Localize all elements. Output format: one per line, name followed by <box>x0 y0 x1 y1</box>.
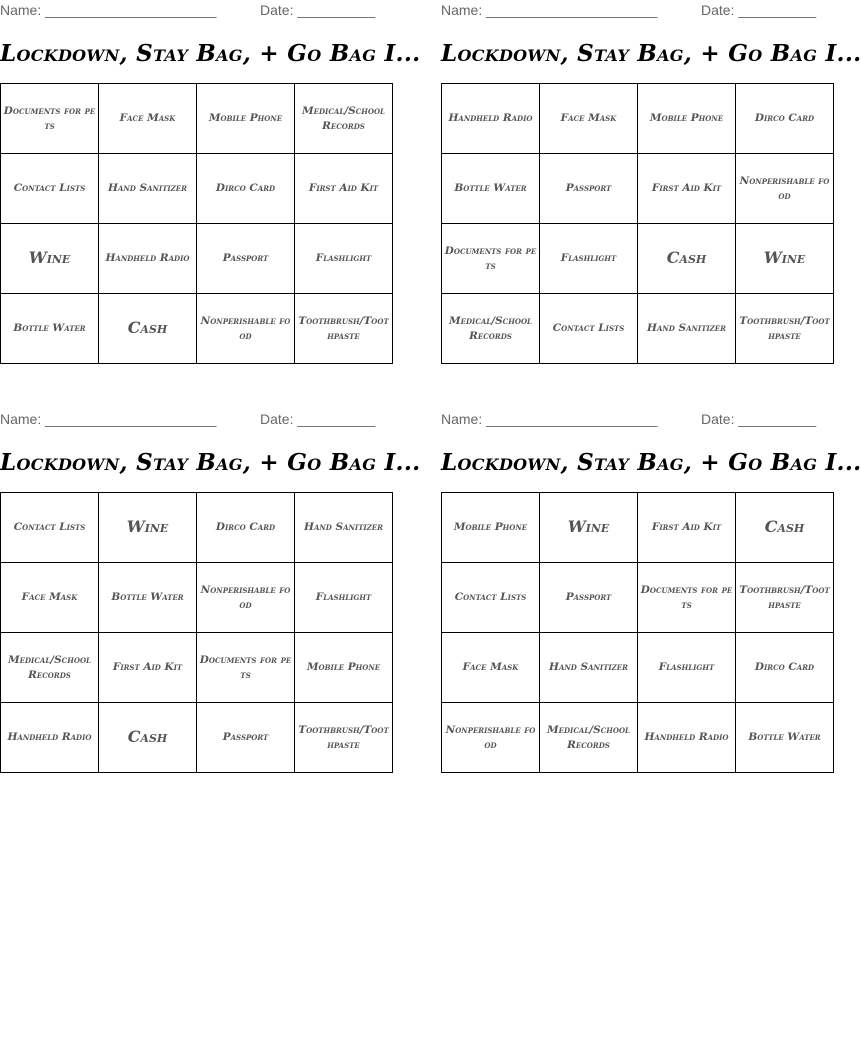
grid-cell: Documents for pets <box>197 633 295 703</box>
grid-cell: Cash <box>99 703 197 773</box>
grid-cell: Nonperishable food <box>197 563 295 633</box>
grid-cell: Contact Lists <box>442 563 540 633</box>
grid-cell: Bottle Water <box>442 154 540 224</box>
card-header <box>0 409 375 431</box>
grid-cell: Toothbrush/Toothpaste <box>736 294 834 364</box>
card-title: Lockdown, Stay Bag, + Go Bag I... <box>0 449 421 476</box>
grid-cell: Dirco Card <box>197 154 295 224</box>
grid-row <box>1 154 393 224</box>
name-field-label: Name: ______________________ <box>0 411 217 427</box>
grid-cell: Bottle Water <box>1 294 99 364</box>
card-title: Lockdown, Stay Bag, + Go Bag I... <box>441 40 861 67</box>
grid-cell: Toothbrush/Toothpaste <box>736 563 834 633</box>
grid-cell: Mobile Phone <box>638 84 736 154</box>
grid-row <box>1 84 393 154</box>
name-field-label: Name: ______________________ <box>441 2 658 18</box>
grid-cell: Mobile Phone <box>197 84 295 154</box>
grid-cell: Mobile Phone <box>442 493 540 563</box>
grid-cell: Passport <box>540 154 638 224</box>
bingo-card-1 <box>0 0 421 342</box>
grid-cell: First Aid Kit <box>295 154 393 224</box>
bingo-grid <box>441 83 834 364</box>
grid-cell: Flashlight <box>540 224 638 294</box>
grid-cell: Handheld Radio <box>99 224 197 294</box>
grid-cell: Wine <box>540 493 638 563</box>
card-header <box>441 0 816 22</box>
grid-row <box>442 703 834 773</box>
grid-cell: Face Mask <box>1 563 99 633</box>
grid-cell: Flashlight <box>295 224 393 294</box>
grid-cell: Wine <box>736 224 834 294</box>
name-field-label: Name: ______________________ <box>0 2 217 18</box>
grid-cell: Contact Lists <box>1 493 99 563</box>
grid-cell: Handheld Radio <box>442 84 540 154</box>
bingo-grid <box>441 492 834 773</box>
grid-row <box>442 154 834 224</box>
grid-cell: Cash <box>736 493 834 563</box>
grid-row <box>1 703 393 773</box>
grid-cell: Flashlight <box>638 633 736 703</box>
date-field-label: Date: __________ <box>701 2 817 18</box>
bingo-card-4 <box>441 409 861 751</box>
grid-cell: Toothbrush/Toothpaste <box>295 294 393 364</box>
grid-row <box>1 493 393 563</box>
grid-row <box>1 563 393 633</box>
card-title: Lockdown, Stay Bag, + Go Bag I... <box>441 449 861 476</box>
grid-cell: Cash <box>638 224 736 294</box>
grid-cell: Handheld Radio <box>638 703 736 773</box>
card-header <box>0 0 375 22</box>
grid-cell: Medical/School Records <box>442 294 540 364</box>
grid-cell: Documents for pets <box>1 84 99 154</box>
card-title: Lockdown, Stay Bag, + Go Bag I... <box>0 40 421 67</box>
grid-cell: Passport <box>540 563 638 633</box>
grid-cell: Medical/School Records <box>1 633 99 703</box>
grid-cell: Nonperishable food <box>736 154 834 224</box>
grid-cell: Bottle Water <box>736 703 834 773</box>
bingo-grid <box>0 83 393 364</box>
grid-cell: Nonperishable food <box>197 294 295 364</box>
grid-row <box>1 633 393 703</box>
grid-cell: Passport <box>197 703 295 773</box>
grid-cell: Nonperishable food <box>442 703 540 773</box>
grid-cell: Bottle Water <box>99 563 197 633</box>
grid-cell: Hand Sanitizer <box>638 294 736 364</box>
card-header <box>441 409 816 431</box>
date-field-label: Date: __________ <box>260 411 376 427</box>
grid-cell: Mobile Phone <box>295 633 393 703</box>
grid-cell: Wine <box>99 493 197 563</box>
grid-cell: Documents for pets <box>638 563 736 633</box>
grid-cell: Medical/School Records <box>540 703 638 773</box>
bingo-grid <box>0 492 393 773</box>
grid-row <box>442 294 834 364</box>
grid-cell: Dirco Card <box>736 633 834 703</box>
grid-cell: First Aid Kit <box>99 633 197 703</box>
grid-row <box>442 224 834 294</box>
date-field-label: Date: __________ <box>701 411 817 427</box>
grid-cell: Face Mask <box>540 84 638 154</box>
grid-cell: Passport <box>197 224 295 294</box>
grid-cell: Hand Sanitizer <box>540 633 638 703</box>
name-field-label: Name: ______________________ <box>441 411 658 427</box>
grid-row <box>1 224 393 294</box>
bingo-card-3 <box>0 409 421 751</box>
grid-cell: Face Mask <box>99 84 197 154</box>
grid-cell: First Aid Kit <box>638 154 736 224</box>
grid-cell: Wine <box>1 224 99 294</box>
bingo-card-2 <box>441 0 861 342</box>
grid-cell: Contact Lists <box>1 154 99 224</box>
grid-row <box>442 563 834 633</box>
grid-cell: Documents for pets <box>442 224 540 294</box>
date-field-label: Date: __________ <box>260 2 376 18</box>
grid-cell: First Aid Kit <box>638 493 736 563</box>
grid-cell: Medical/School Records <box>295 84 393 154</box>
grid-row <box>442 84 834 154</box>
grid-cell: Hand Sanitizer <box>295 493 393 563</box>
grid-cell: Contact Lists <box>540 294 638 364</box>
grid-cell: Face Mask <box>442 633 540 703</box>
grid-cell: Hand Sanitizer <box>99 154 197 224</box>
grid-row <box>1 294 393 364</box>
grid-cell: Cash <box>99 294 197 364</box>
grid-row <box>442 633 834 703</box>
grid-cell: Handheld Radio <box>1 703 99 773</box>
grid-cell: Dirco Card <box>197 493 295 563</box>
grid-cell: Dirco Card <box>736 84 834 154</box>
grid-cell: Toothbrush/Toothpaste <box>295 703 393 773</box>
grid-row <box>442 493 834 563</box>
grid-cell: Flashlight <box>295 563 393 633</box>
